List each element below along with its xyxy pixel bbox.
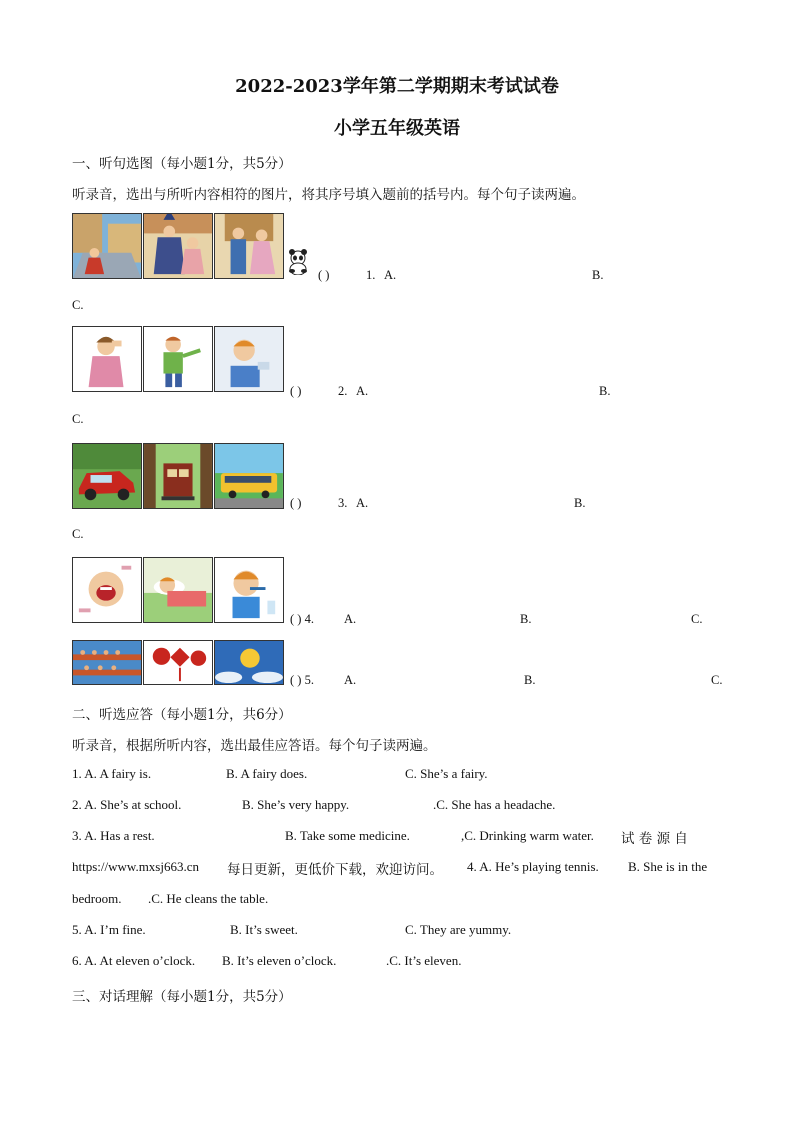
picture-prince-fairy — [214, 213, 284, 279]
section1-instruction: 听录音，选出与所听内容相符的图片，将其序号填入题前的括号内。每个句子读两遍。 — [72, 187, 585, 203]
picture-boy-brushing-teeth — [214, 557, 284, 623]
s2-q2-option-a: 2. A. She’s at school. — [72, 797, 182, 812]
q5-paren: ( ) 5. — [290, 673, 314, 687]
section2-instruction: 听录音，根据所听内容，选出最佳应答语。每个句子读两遍。 — [72, 738, 437, 754]
section2-heading: 二、听选应答（每小题1分，共6分） — [72, 707, 292, 723]
s2-q1-option-a: 1. A. A fairy is. — [72, 766, 152, 781]
q4-paren: ( ) 4. — [290, 612, 314, 626]
s2-q5-option-c: C. They are yummy. — [405, 922, 512, 937]
source-update-note: 每日更新，更低价下载，欢迎访问。 — [227, 862, 443, 878]
q2-option-c: C. — [72, 412, 84, 426]
q1-option-b: B. — [592, 268, 604, 282]
q2-paren: ( ) — [290, 384, 302, 398]
picture-castle-princess — [72, 213, 142, 279]
picture-boy-in-bed — [143, 557, 213, 623]
picture-toothache — [72, 557, 142, 623]
s2-q6-option-c: .C. It’s eleven. — [386, 953, 462, 968]
q3-paren: ( ) — [290, 496, 302, 510]
q2-option-b: B. — [599, 384, 611, 398]
picture-dragon-boat — [72, 640, 142, 685]
picture-bus — [214, 443, 284, 509]
q3-option-c: C. — [72, 527, 84, 541]
picture-sneezing-boy — [143, 326, 213, 392]
s2-q4-option-c: .C. He cleans the table. — [148, 891, 269, 906]
s2-q6-option-b: B. It’s eleven o’clock. — [222, 953, 337, 968]
s2-source-note: 试 卷 源 自 — [621, 831, 688, 847]
picture-chinese-knot — [143, 640, 213, 685]
q1-option-c: C. — [72, 298, 84, 312]
picture-witch-girl — [143, 213, 213, 279]
q3-option-a: A. — [356, 496, 369, 510]
s2-q4-option-b-cont: bedroom. — [72, 891, 122, 906]
q3-number: 3. — [338, 496, 348, 510]
picture-boy-headache — [214, 326, 284, 392]
q5-option-a: A. — [344, 673, 357, 687]
panda-icon — [287, 249, 309, 275]
s2-q2-option-b: B. She’s very happy. — [242, 797, 350, 812]
q2-option-a: A. — [356, 384, 369, 398]
s2-q3-option-a: 3. A. Has a rest. — [72, 828, 155, 843]
source-url-link[interactable]: https://www.mxsj663.cn — [72, 859, 199, 874]
page-subtitle: 小学五年级英语 — [334, 118, 460, 139]
picture-full-moon — [214, 640, 284, 685]
s2-q1-option-c: C. She’s a fairy. — [405, 766, 488, 781]
s2-q6-option-a: 6. A. At eleven o’clock. — [72, 953, 196, 968]
s2-q3-option-b: B. Take some medicine. — [285, 828, 410, 843]
q2-number: 2. — [338, 384, 348, 398]
q4-option-a: A. — [344, 612, 357, 626]
q1-option-a: A. — [384, 268, 397, 282]
s2-q3-option-c: ,C. Drinking warm water. — [461, 828, 594, 843]
picture-train — [143, 443, 213, 509]
section3-heading: 三、对话理解（每小题1分，共5分） — [72, 989, 292, 1005]
s2-q4-option-a: 4. A. He’s playing tennis. — [467, 859, 599, 874]
s2-q5-option-b: B. It’s sweet. — [230, 922, 298, 937]
picture-red-car — [72, 443, 142, 509]
s2-q5-option-a: 5. A. I’m fine. — [72, 922, 146, 937]
q3-option-b: B. — [574, 496, 586, 510]
page-title: 2022-2023学年第二学期期末考试试卷 — [235, 76, 559, 97]
s2-q2-option-c: .C. She has a headache. — [433, 797, 556, 812]
picture-sick-girl — [72, 326, 142, 392]
q4-option-c: C. — [691, 612, 703, 626]
q4-option-b: B. — [520, 612, 532, 626]
s2-q4-option-b: B. She is in the — [628, 859, 708, 874]
section1-heading: 一、听句选图（每小题1分，共5分） — [72, 156, 292, 172]
q5-option-b: B. — [524, 673, 536, 687]
s2-q1-option-b: B. A fairy does. — [226, 766, 308, 781]
q1-number: 1. — [366, 268, 376, 282]
q5-option-c: C. — [711, 673, 723, 687]
q1-paren: ( ) — [318, 268, 330, 282]
